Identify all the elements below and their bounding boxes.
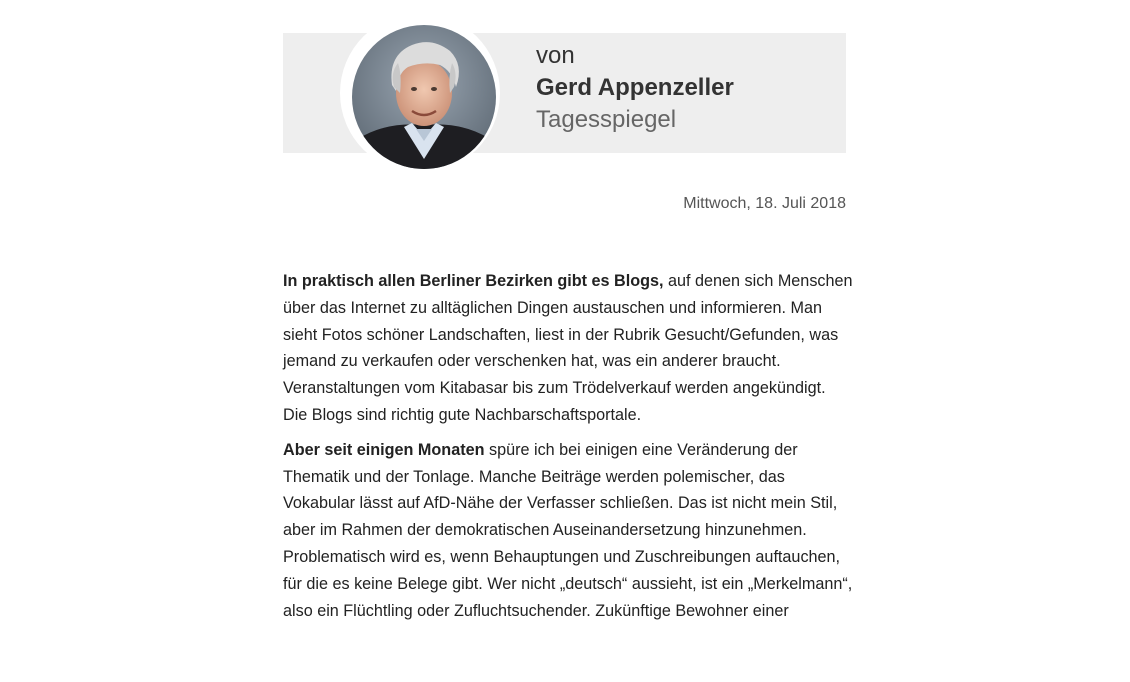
publish-date: Mittwoch, 18. Juli 2018 xyxy=(683,195,846,212)
paragraph-text: spüre ich bei einigen eine Veränderung der Thematik und der Tonlage. Manche Beiträge werden polemischer, das Vokabular lässt auf AfD-Nähe der Verfasser schließen. Das ist nicht mein Stil, aber im Rahmen der demokratischen Auseinandersetzung hinzunehmen. Problematisch wird es, wenn Behauptungen und Zuschreibungen auftauchen, für die es keine Belege gibt. Wer nicht „deutsch“ aussieht, ist ein „Merkelmann“, also ein Flüchtling oder Zufluchtsuchender. Zukünftige Bewohner einer xyxy=(283,440,853,620)
paragraph-lead: Aber seit einigen Monaten xyxy=(283,440,485,459)
byline-prefix: von xyxy=(536,42,575,69)
article-paragraph xyxy=(283,268,853,429)
author-avatar xyxy=(352,25,496,169)
paragraph-text: auf denen sich Menschen über das Internet zu alltäglichen Dingen austauschen und informieren. Man sieht Fotos schöner Landschaften, liest in der Rubrik Gesucht/Gefunden, was jemand zu verkaufen oder verschenken hat, was ein anderer braucht. Veranstaltungen vom Kitabasar bis zum Trödelverkauf werden angekündigt. Die Blogs sind richtig gute Nachbarschaftsportale. xyxy=(283,272,853,424)
author-byline xyxy=(536,44,734,132)
article-paragraph xyxy=(283,437,853,625)
article-body xyxy=(283,268,853,632)
paragraph-lead: In praktisch allen Berliner Bezirken gibt es Blogs, xyxy=(283,272,664,290)
author-name: Gerd Appenzeller xyxy=(536,74,734,101)
publication-name: Tagesspiegel xyxy=(536,106,677,133)
